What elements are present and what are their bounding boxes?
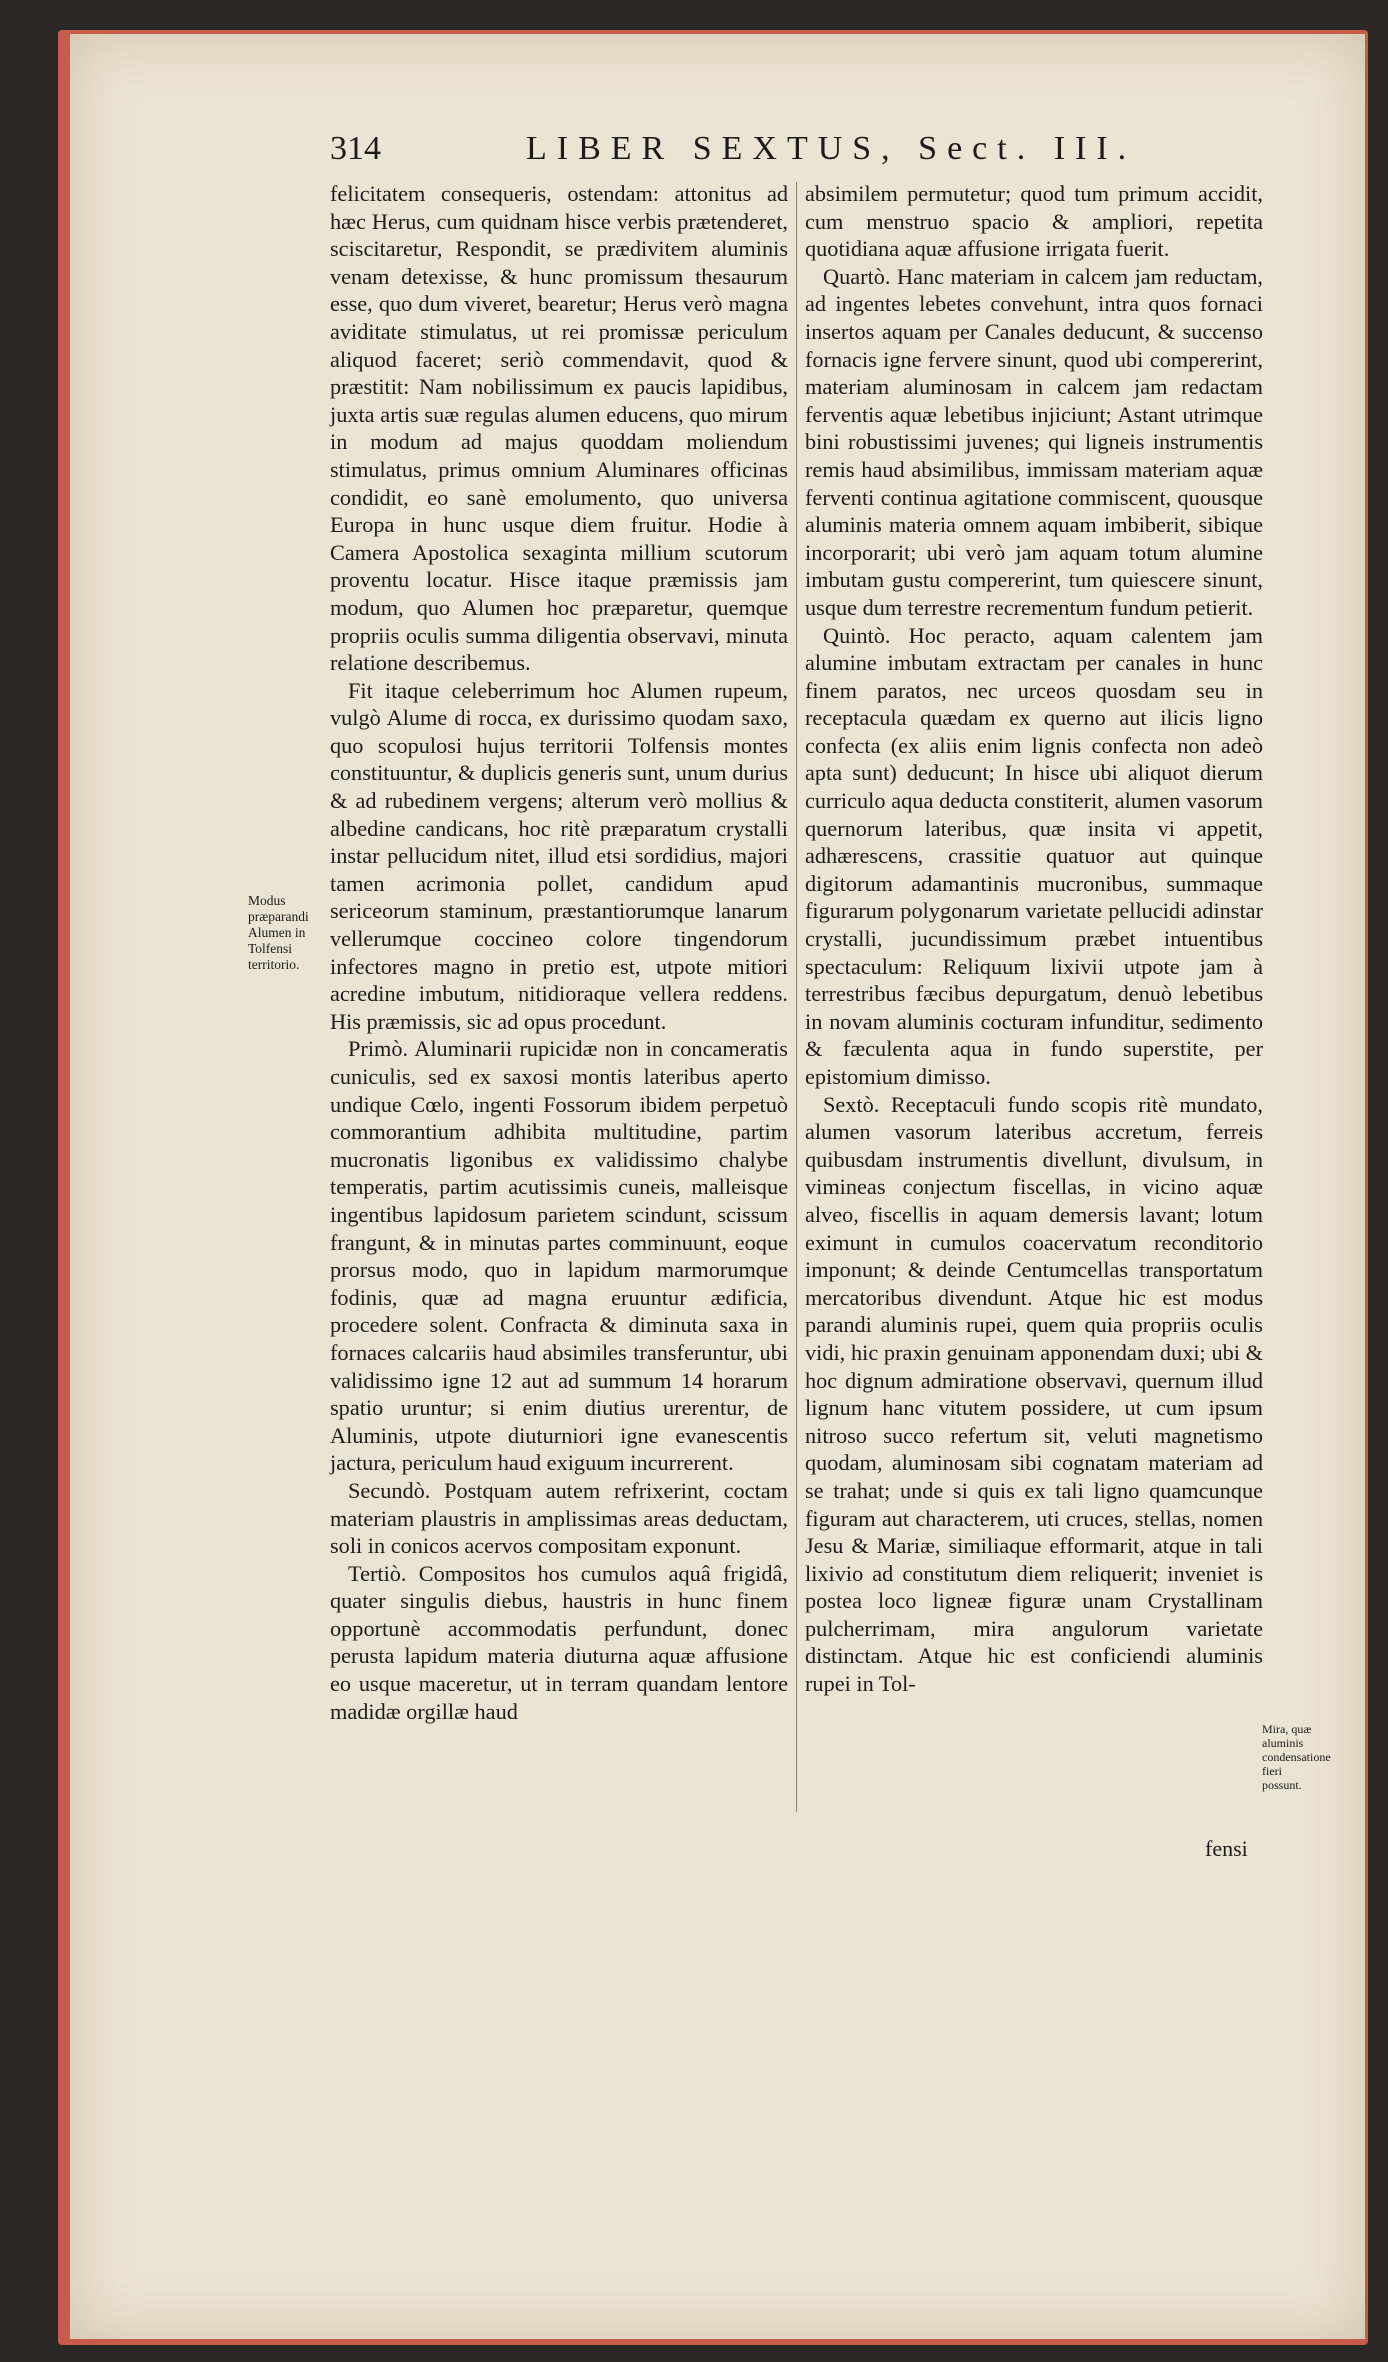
paragraph: felicitatem consequeris, ostendam: attonitus ad hæc Herus, cum quidnam hisce verbis prætenderet, sciscitaretur, Respondit, se prædivitem aluminis venam detexisse, & hunc promissum thesaurum esse, quo dum viveret, bearetur; Herus verò magna aviditate stimulatus, ut rei promissæ periculum aliquod faceret; seriò commendavit, quod & præstitit: Nam nobilissimum ex paucis lapidibus, juxta artis suæ regulas alumen educens, quo mirum in modum ad majus quoddam moliendum stimulatus, primus omnium Aluminares officinas condidit, eo sanè emolumento, quo universa Europa in hunc usque diem fruitur. Hodie à Camera Apostolica sexaginta millium scutorum proventu locatur. Hisce itaque præmissis jam modum, quo Alumen hoc præparetur, quemque propriis oculis summa diligentia observavi, minuta relatione describemus. — [330, 181, 788, 676]
paragraph: Quartò. Hanc materiam in calcem jam reductam, ad ingentes lebetes convehunt, intra quos fornaci insertos aquam per Canales deducunt, & succenso fornacis igne fervere sinunt, quod ubi compererint, materiam aluminosam in calcem jam redactam ferventis aquæ lebetibus injiciunt; Astant utrimque bini robustissimi juvenes; qui ligneis instrumentis remis haud absimilibus, immissam materiam aquæ ferventi continua agitatione commiscent, quousque aluminis materia omnem aquam imbiberit, sibique incorporarit; ubi verò jam aquam totum alumine imbutam gustu compererint, tum quiescere sinunt, usque dum terrestre recrementum fundum petierit. — [805, 263, 1263, 620]
paragraph: Quintò. Hoc peracto, aquam calentem jam alumine imbutam extractam per canales in hunc finem paratos, nec urceos quosdam seu in receptacula quædam ex querno aut ilicis ligno confecta (ex aliis enim lignis confecta non adeò apta sunt) deducunt; In hisce ubi aliquot dierum curriculo aqua deducta constiterit, alumen vasorum quernorum lateribus, quæ insita vi appetit, adhærescens, crassitie quatuor aut quinque digitorum adamantinis mucronibus, summaque figurarum polygonarum varietate pellucidi adinstar crystalli, jucundissimum præbet intuentibus spectaculum: Reliquum lixivii utpote jam à terrestribus fæcibus depurgatum, denuò lebetibus in novam aluminis cocturam infunditur, sedimento & fæculenta aqua in fundo superstite, per epistomium dimisso. — [805, 622, 1263, 1089]
paragraph: Secundò. Postquam autem refrixerint, coctam materiam plaustris in amplissimas areas deductam, soli in conicos acervos compositam exponunt. — [330, 1477, 788, 1559]
column-divider — [796, 182, 797, 1812]
page-header — [330, 130, 1270, 180]
paragraph: Fit itaque celeberrimum hoc Alumen rupeum, vulgò Alume di rocca, ex durissimo quodam saxo, quo scopulosi hujus territorii Tolfensis montes constituuntur, & duplicis generis sunt, unum durius & ad rubedinem vergens; alterum verò mollius & albedine candicans, hoc ritè præparatum crystalli instar pellucidum nitet, illud etsi sordidius, majori tamen acrimonia pollet, candidum apud sericeorum staminum, præstantiorumque lanarum vellerumque coccineo colore tingendorum infectores magno in pretio est, utpote mitiori acredine imbutum, nitidioraque vellera reddens. His præmissis, sic ad opus procedunt. — [330, 677, 788, 1034]
right-column — [805, 180, 1263, 1698]
left-column — [330, 180, 788, 1725]
running-title: LIBER SEXTUS, Sect. III. — [526, 130, 1137, 167]
paragraph: Sextò. Receptaculi fundo scopis ritè mundato, alumen vasorum lateribus accretum, ferreis quibusdam instrumentis divellunt, divulsum, in vimineas conjectum fiscellas, in vicino aquæ alveo, fiscellis in aquam demersis lavant; lotum eximunt in cumulos coacervatum reconditorio imponunt; & deinde Centumcellas transportatum mercatoribus divendunt. Atque hic est modus parandi aluminis rupei, quem quia propriis oculis vidi, hic praxin genuinam apponendam duxi; ubi & hoc dignum admiratione observavi, quernum illud lignum hanc vitutem possidere, ut cum ipsum nitroso succo refertum sit, veluti magnetismo quodam, aluminosam sibi cognatam materiam ad se trahat; unde si quis ex tali ligno quamcunque figuram aut characterem, uti cruces, stellas, nomen Jesu & Mariæ, similiaque efformarit, atque in tali lixivio ad constitutum diem reliquerit; inveniet is postea loco ligneæ figuræ unam Crystallinam pulcherrimam, mira angulorum varietate distinctam. Atque hic est conficiendi aluminis rupei in Tol- — [805, 1091, 1263, 1697]
margin-note-right: Mira, quæ aluminis condensatione fieri possunt. — [1262, 1722, 1331, 1792]
paragraph: absimilem permutetur; quod tum primum accidit, cum menstruo spacio & ampliori, repetita quotidiana aquæ affusione irrigata fuerit. — [805, 181, 1263, 262]
paragraph: Tertiò. Compositos hos cumulos aquâ frigidâ, quater singulis diebus, haustris in hunc finem opportunè accommodatis perfundunt, donec perusta lapidum materia diuturna aquæ affusione eo usque maceretur, ut in terram quandam lentore madidæ orgillæ haud — [330, 1560, 788, 1724]
page-number: 314 — [330, 130, 381, 167]
catch-word: fensi — [1205, 1836, 1248, 1861]
paragraph: Primò. Aluminarii rupicidæ non in concameratis cuniculis, sed ex saxosi montis lateribus aperto undique Cœlo, ingenti Fossorum ibidem perpetuò commorantium adhibita multitudine, partim mucronatis ligonibus ex validissimo chalybe temperatis, partim acutissimis cuneis, malleisque ingentibus lapidosum parietem scindunt, scissum frangunt, & in minutas partes comminuunt, eoque prorsus modo, quo in lapidum marmorumque fodinis, quæ ad magna eruuntur ædificia, procedere solent. Confracta & diminuta saxa in fornaces calcariis haud absimiles transferuntur, ubi validissimo igne 12 aut ad summum 14 horarum spatio uruntur; si enim diutius urerentur, de Aluminis, utpote diuturniori igne evanescentis jactura, periculum haud exiguum incurrerent. — [330, 1036, 788, 1476]
margin-note-left: Modus præparandi Alumen in Tolfensi territorio. — [248, 893, 309, 972]
